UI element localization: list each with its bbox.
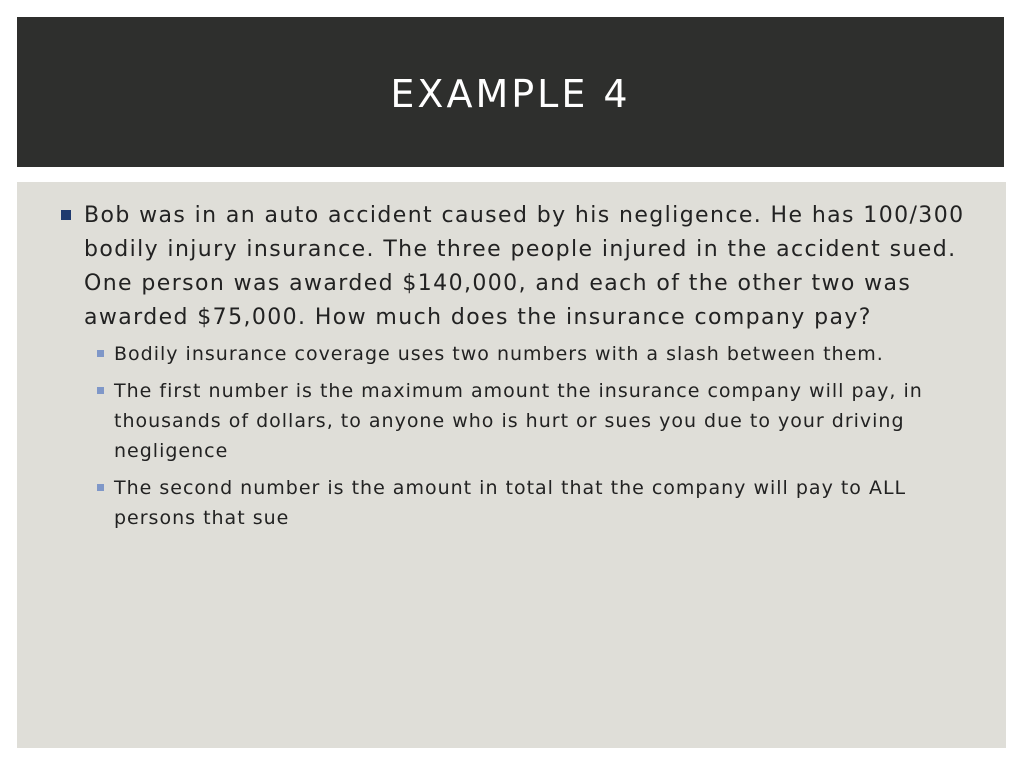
sub-bullet-list [114,339,970,533]
bullet-list [17,182,1006,540]
bullet-text-main: Bob was in an auto accident caused by his negligence. He has 100/300 bodily injury insurance. The three people injured in the accident sued. One person was awarded $140,000, and each of the other two was awarded $75,000. How much does the insurance company pay? [84,203,965,330]
small-square-bullet-icon [97,484,104,491]
sub-bullet-text: The second number is the amount in total that the company will pay to ALL persons that sue [114,477,907,529]
sub-bullet-item [114,339,970,369]
content-area [17,182,1006,748]
small-square-bullet-icon [97,350,104,357]
bullet-item-main [84,199,970,533]
sub-bullet-item [114,376,970,466]
sub-bullet-text: Bodily insurance coverage uses two numbers with a slash between them. [114,343,884,365]
small-square-bullet-icon [97,387,104,394]
sub-bullet-text: The first number is the maximum amount the insurance company will pay, in thousands of dollars, to anyone who is hurt or sues you due to your driving negligence [114,380,923,462]
sub-bullet-item [114,473,970,533]
slide-title: EXAMPLE 4 [390,72,631,116]
title-bar [17,17,1004,167]
square-bullet-icon [61,210,71,220]
